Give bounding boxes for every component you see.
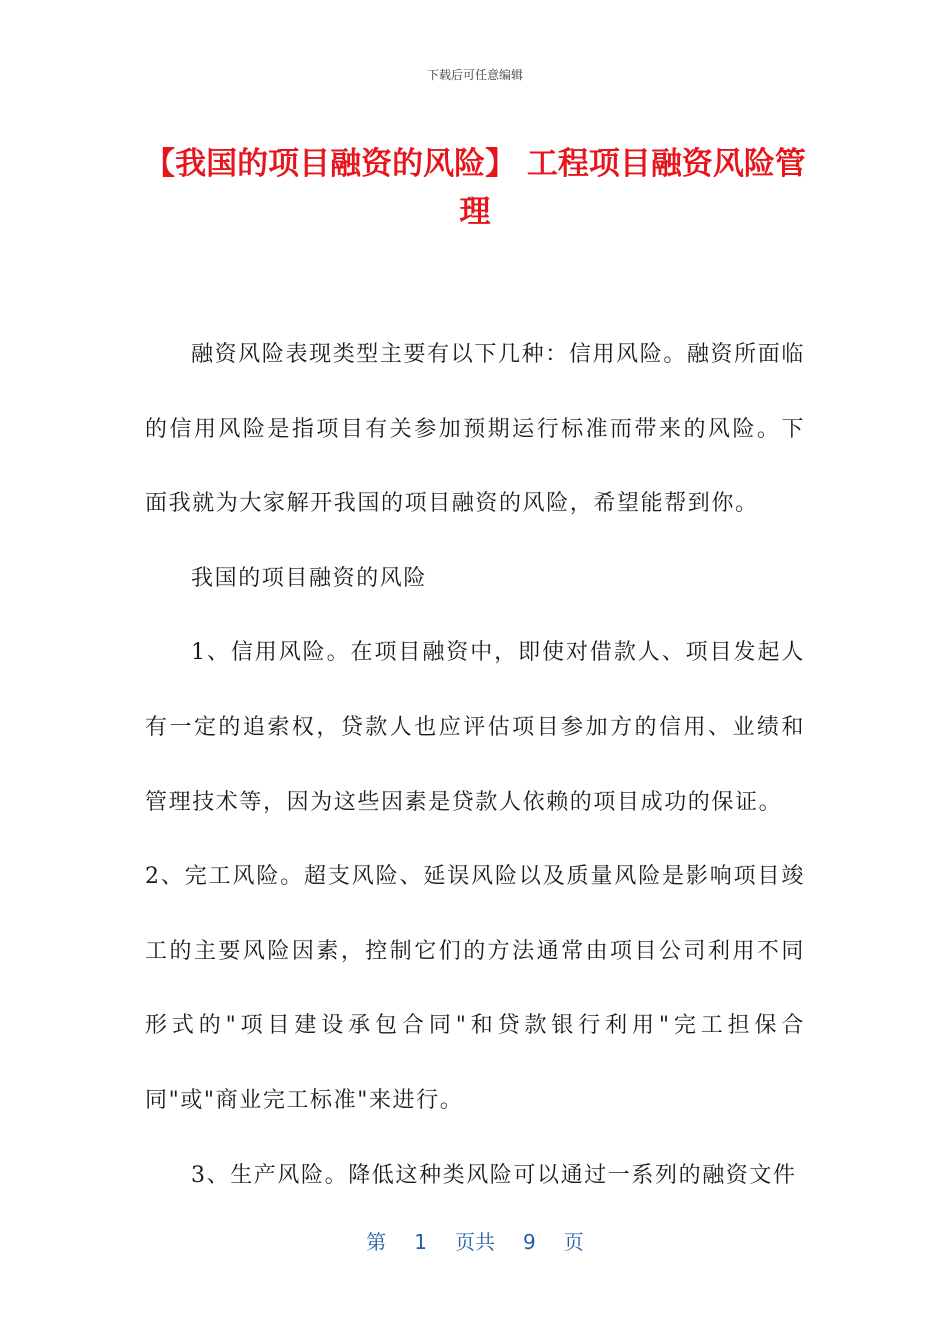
document-title: 【我国的项目融资的风险】 工程项目融资风险管理 <box>144 146 806 230</box>
current-page-number: 1 <box>414 1230 427 1254</box>
total-pages-number: 9 <box>523 1230 536 1254</box>
paragraph-completion-risk: 2、完工风险。超支风险、延误风险以及质量风险是影响项目竣工的主要风险因素，控制它们的方法通常由项目公司利用不同形式的"项目建设承包合同"和贷款银行利用"完工担保合同"或"商业完工标准"来进行。 <box>145 864 805 1113</box>
page-label-prefix: 第 <box>366 1230 387 1254</box>
header-note: 下载后可任意编辑 <box>426 68 523 82</box>
page-label-mid: 页共 <box>455 1230 495 1254</box>
page-label-suffix: 页 <box>563 1230 584 1254</box>
document-body <box>145 318 805 1213</box>
paragraph-credit-risk: 1、信用风险。在项目融资中，即使对借款人、项目发起人有一定的追索权，贷款人也应评估项目参加方的信用、业绩和管理技术等，因为这些因素是贷款人依赖的项目成功的保证。 <box>145 640 805 815</box>
page-footer <box>0 1226 950 1255</box>
section-heading: 我国的项目融资的风险 <box>191 565 428 591</box>
paragraph-intro: 融资风险表现类型主要有以下几种：信用风险。融资所面临的信用风险是指项目有关参加预期运行标准而带来的风险。下面我就为大家解开我国的项目融资的风险，希望能帮到你。 <box>145 342 805 517</box>
paragraph-production-risk: 3、生产风险。降低这种类风险可以通过一系列的融资文件 <box>191 1162 797 1188</box>
